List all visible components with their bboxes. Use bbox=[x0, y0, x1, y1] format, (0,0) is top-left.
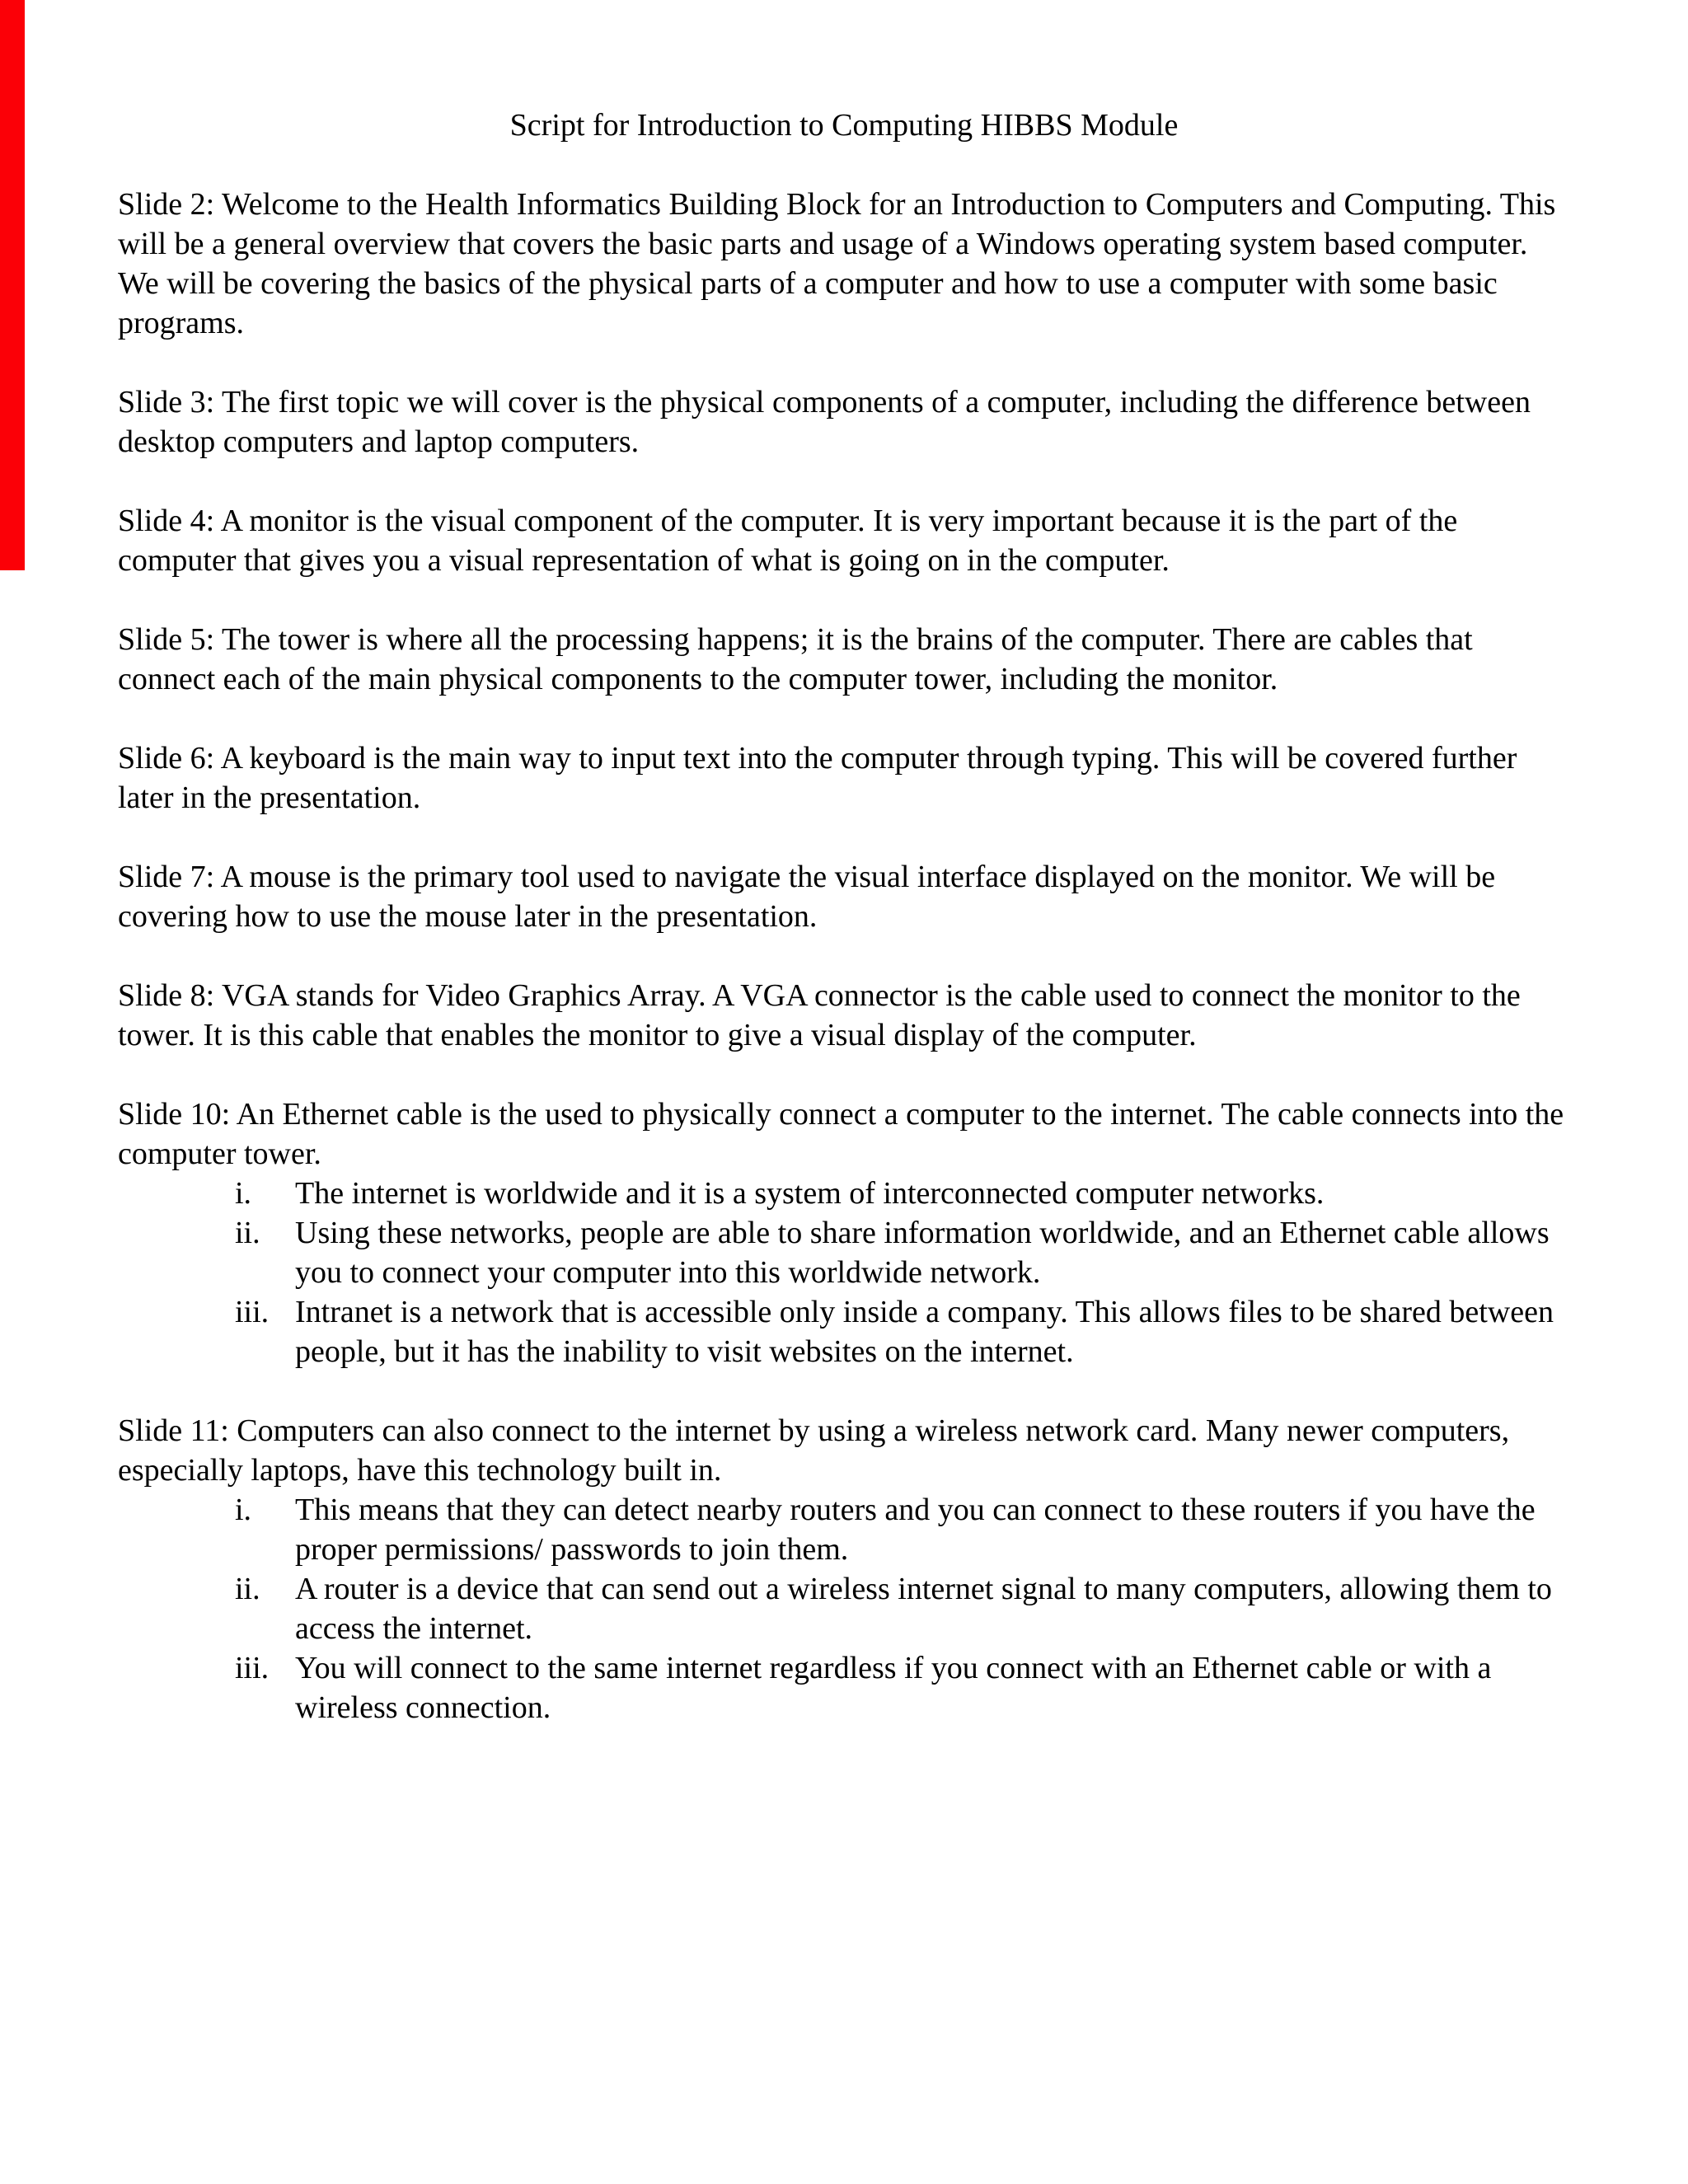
list-marker: i. bbox=[235, 1493, 252, 1527]
list-marker: ii. bbox=[235, 1216, 260, 1250]
list-marker: iii. bbox=[235, 1651, 270, 1685]
paragraph-slide-6: Slide 6: A keyboard is the main way to input text into the computer through typing. This will be covered further later in the presentation. bbox=[118, 741, 1517, 815]
list-item bbox=[118, 1490, 1570, 1569]
roman-list-slide-10 bbox=[118, 1174, 1570, 1371]
list-item bbox=[118, 1569, 1570, 1648]
paragraph-slide-11-text: Slide 11: Computers can also connect to the internet by using a wireless network card. Many newer computers, especially laptops, have this technology built in. bbox=[118, 1413, 1510, 1488]
list-text: A router is a device that can send out a wireless internet signal to many computers, allowing them to access the internet. bbox=[295, 1572, 1552, 1646]
red-margin-bar bbox=[0, 0, 25, 570]
list-item bbox=[118, 1292, 1570, 1371]
document-body bbox=[118, 105, 1570, 1767]
paragraph-slide-2: Slide 2: Welcome to the Health Informatics Building Block for an Introduction to Computers and Computing. This will be a general overview that covers the basic parts and usage of a Windows operating system based computer. We will be covering the basics of the physical parts of a computer and how to use a computer with some basic programs. bbox=[118, 187, 1556, 340]
paragraph-slide-11 bbox=[118, 1411, 1570, 1727]
document-title: Script for Introduction to Computing HIBBS Module bbox=[509, 108, 1179, 143]
list-text: Intranet is a network that is accessible only inside a company. This allows files to be shared between people, but it has the inability to visit websites on the internet. bbox=[295, 1295, 1554, 1369]
list-marker: ii. bbox=[235, 1572, 260, 1606]
list-item bbox=[118, 1648, 1570, 1727]
paragraph-slide-10-text: Slide 10: An Ethernet cable is the used to physically connect a computer to the internet. The cable connects into the computer tower. bbox=[118, 1097, 1564, 1171]
list-text: You will connect to the same internet regardless if you connect with an Ethernet cable or with a wireless connection. bbox=[295, 1651, 1492, 1725]
paragraph-slide-7: Slide 7: A mouse is the primary tool used to navigate the visual interface displayed on the monitor. We will be covering how to use the mouse later in the presentation. bbox=[118, 860, 1496, 934]
list-marker: iii. bbox=[235, 1295, 270, 1329]
paragraph-slide-5: Slide 5: The tower is where all the processing happens; it is the brains of the computer. There are cables that connect each of the main physical components to the computer tower, including the monitor. bbox=[118, 622, 1473, 696]
paragraph-slide-10 bbox=[118, 1094, 1570, 1371]
list-text: This means that they can detect nearby routers and you can connect to these routers if you have the proper permissions/ passwords to join them. bbox=[295, 1493, 1536, 1567]
list-marker: i. bbox=[235, 1176, 252, 1211]
paragraph-slide-4: Slide 4: A monitor is the visual component of the computer. It is very important because it is the part of the computer that gives you a visual representation of what is going on in the computer. bbox=[118, 504, 1458, 578]
paragraph-slide-3: Slide 3: The first topic we will cover is the physical components of a computer, including the difference between desktop computers and laptop computers. bbox=[118, 385, 1531, 459]
list-text: The internet is worldwide and it is a system of interconnected computer networks. bbox=[295, 1176, 1325, 1211]
list-item bbox=[118, 1213, 1570, 1292]
paragraph-slide-8: Slide 8: VGA stands for Video Graphics Array. A VGA connector is the cable used to connect the monitor to the tower. It is this cable that enables the monitor to give a visual display of the computer. bbox=[118, 978, 1521, 1052]
list-item bbox=[118, 1174, 1570, 1213]
list-text: Using these networks, people are able to share information worldwide, and an Ethernet cable allows you to connect your computer into this worldwide network. bbox=[295, 1216, 1550, 1290]
roman-list-slide-11 bbox=[118, 1490, 1570, 1727]
